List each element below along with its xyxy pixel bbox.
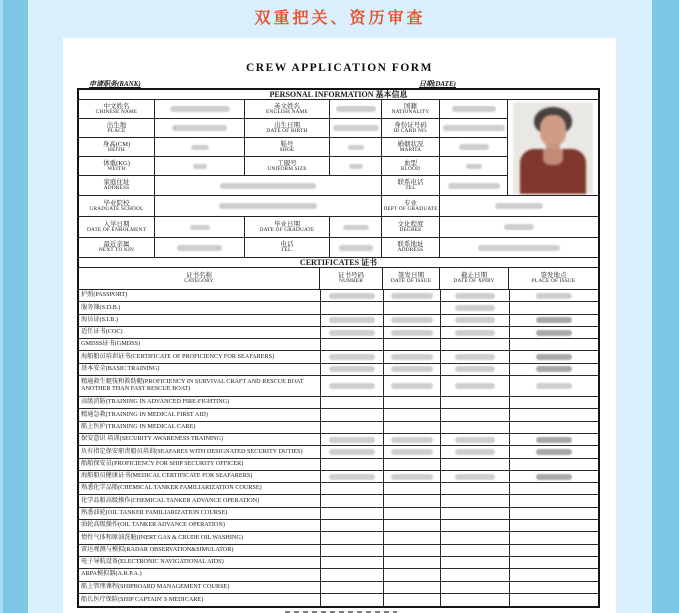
certificate-place-cell [509, 409, 598, 420]
tel-label: 联系电话 TEL [382, 176, 440, 196]
date-field-label: 日期(DATE) [419, 80, 456, 88]
form-title: CREW APPLICATION FORM [246, 62, 433, 74]
certificate-issue-date-cell [383, 409, 440, 420]
certificate-row [79, 483, 598, 495]
redacted-value [536, 437, 572, 443]
redacted-value [329, 449, 375, 455]
certificate-expiry-date-cell [440, 397, 509, 408]
applicant-photo-cell [508, 100, 598, 196]
certificate-row [79, 327, 598, 339]
certificate-place-cell [509, 302, 598, 313]
redacted-value [536, 354, 572, 360]
column-place-of-issue: 签发地点 PLACE OF ISSUE [531, 272, 576, 285]
redacted-value [455, 383, 495, 389]
blood-value [440, 157, 508, 176]
column-category: 证书名称 CATEGORY [79, 268, 320, 289]
redacted-value [329, 474, 375, 480]
certificate-expiry-date-cell [440, 376, 509, 396]
next-of-kin-label: 最近亲属 NEXT TO KIN [79, 238, 155, 258]
certificate-expiry-date-cell [440, 422, 509, 433]
certificate-name: GMDSS证书(GMDSS) [81, 340, 141, 348]
certificate-expiry-date-cell [440, 364, 509, 375]
certificate-place-cell [509, 364, 598, 375]
graduate-date-label: 毕业日期 DATE OF GRADUATE [245, 217, 330, 238]
personal-info-section [79, 90, 598, 258]
id-card-label: 身份证号码 ID CARD NO. [382, 119, 440, 138]
certificate-issue-date-cell [383, 351, 440, 362]
redacted-value [391, 437, 433, 443]
graduate-school-value [155, 196, 382, 217]
certificate-name: 护照(PASSPORT) [81, 291, 128, 299]
dept-value [440, 196, 598, 217]
certificate-place-cell [509, 508, 598, 519]
certificate-row [79, 422, 598, 434]
certificate-expiry-date-cell [440, 495, 509, 506]
kin-tel-value [330, 238, 382, 258]
certificate-number-cell [320, 351, 383, 362]
birth-place-value [155, 119, 245, 138]
certificate-name: 服务簿(S.D.B.) [81, 303, 121, 311]
certificate-expiry-date-cell [440, 459, 509, 470]
redacted-value [329, 383, 375, 389]
certificate-row [79, 582, 598, 594]
certificate-expiry-date-cell [440, 446, 509, 457]
uniform-value [330, 157, 382, 176]
certificates-header: CERTIFICATES 证书 [79, 258, 598, 268]
marital-value [440, 138, 508, 157]
certificate-name: 电子导航设备(ELECTRONIC NAVIGATIONAL AIDS) [81, 558, 224, 566]
certificate-place-cell [509, 290, 598, 301]
certificate-number-cell [320, 327, 383, 338]
contact-address-label: 联系地址 ADDRESS [382, 238, 440, 258]
certificate-row [79, 545, 598, 557]
shoe-value [330, 138, 382, 157]
certificate-expiry-date-cell [440, 545, 509, 556]
certificate-expiry-date-cell [440, 315, 509, 326]
certificate-place-cell [509, 446, 598, 457]
certificate-issue-date-cell [383, 364, 440, 375]
certificate-issue-date-cell [383, 302, 440, 313]
certificate-name: 船上医护(TRAINING IN MEDICAL CARE) [81, 422, 196, 430]
certificate-issue-date-cell [383, 582, 440, 593]
certificate-place-cell [509, 582, 598, 593]
certificate-row [79, 364, 598, 376]
redacted-value [391, 474, 433, 480]
certificate-issue-date-cell [383, 594, 440, 606]
certificate-issue-date-cell [383, 545, 440, 556]
redacted-value [391, 317, 433, 323]
redacted-value [448, 183, 500, 189]
column-number: 证书号码 NUMBER [320, 268, 383, 289]
redacted-value [391, 293, 433, 299]
home-address-value [155, 176, 382, 196]
redacted-value [459, 144, 489, 150]
birth-place-label: 出生地 PLACE [79, 119, 155, 138]
certificate-place-cell [509, 422, 598, 433]
certificate-issue-date-cell [383, 495, 440, 506]
certificate-expiry-date-cell [440, 569, 509, 580]
redacted-value [536, 317, 572, 323]
redacted-value [478, 245, 560, 251]
certificate-issue-date-cell [383, 422, 440, 433]
certificate-row [79, 315, 598, 327]
certificate-expiry-date-cell [440, 508, 509, 519]
certificate-number-cell [320, 557, 383, 568]
birth-date-label: 出生日期 DATE OF BIRTH [245, 119, 330, 138]
contact-address-value [440, 238, 598, 258]
left-border-stripe [0, 0, 28, 613]
certificate-place-cell [509, 569, 598, 580]
certificate-number-cell [320, 397, 383, 408]
enrolment-date-label: 入学日期 DATE OF ENROLMENT [79, 217, 155, 238]
certificate-row [79, 446, 598, 458]
next-of-kin-value [155, 238, 245, 258]
personal-info-header: PERSONAL INFORMATION 基本信息 [79, 90, 598, 100]
redacted-value [536, 474, 572, 480]
certificate-place-cell [509, 459, 598, 470]
certificate-number-cell [320, 459, 383, 470]
redacted-value [329, 366, 375, 372]
chinese-name-label: 中文姓名 CHINESE NAME [79, 100, 155, 119]
certificate-place-cell [509, 327, 598, 338]
redacted-value [190, 225, 210, 230]
redacted-value [443, 125, 505, 131]
certificate-expiry-date-cell [440, 327, 509, 338]
redacted-value [329, 437, 375, 443]
certificate-name: 熟悉化学品船(CHEMICAL TANKER FAMILIARIZATION COURSE) [81, 484, 262, 492]
certificate-place-cell [509, 397, 598, 408]
redacted-value [177, 245, 222, 251]
redacted-value [455, 305, 495, 311]
certificate-issue-date-cell [383, 471, 440, 482]
page-title: 双重把关、资历审查 [254, 10, 426, 27]
certificate-row [79, 495, 598, 507]
height-label: 身高(CM) HEITH [79, 138, 155, 157]
certificate-expiry-date-cell [440, 434, 509, 445]
certificate-row [79, 434, 598, 446]
redacted-value [536, 449, 572, 455]
certificate-name: 油轮高级操作(OIL TANKER ADVANCE OPERATION) [81, 521, 225, 529]
redacted-value [349, 164, 363, 169]
enrolment-date-value [155, 217, 245, 238]
tel-value [440, 176, 508, 196]
certificate-row [79, 351, 598, 363]
redacted-value [466, 164, 482, 169]
certificate-number-cell [320, 302, 383, 313]
certificate-row [79, 459, 598, 471]
weight-value [155, 157, 245, 176]
weight-label: 体重(KG) WEITH [79, 157, 155, 176]
kin-tel-label: 电话 TEL. [245, 238, 330, 258]
chinese-name-value [155, 100, 245, 119]
certificate-rows [79, 290, 598, 606]
redacted-value [343, 225, 369, 230]
redacted-value [504, 224, 534, 230]
redacted-value [391, 330, 433, 336]
certificate-expiry-date-cell [440, 483, 509, 494]
certificate-name: 化学品船高级操作(CHEMICAL TANKER ADVANCE OPERATION) [81, 496, 260, 504]
certificate-place-cell [509, 532, 598, 543]
applicant-photo [513, 102, 593, 194]
certificate-expiry-date-cell [440, 339, 509, 350]
certificate-expiry-date-cell [440, 409, 509, 420]
certificate-place-cell [509, 351, 598, 362]
certificate-issue-date-cell [383, 290, 440, 301]
certificate-issue-date-cell [383, 339, 440, 350]
redacted-value [333, 125, 379, 131]
certificate-expiry-date-cell [440, 582, 509, 593]
photo-face [540, 115, 566, 146]
certificate-expiry-date-cell [440, 557, 509, 568]
certificate-number-cell [320, 520, 383, 531]
certificate-number-cell [320, 434, 383, 445]
certificate-expiry-date-cell [440, 302, 509, 313]
english-name-value [330, 100, 382, 119]
redacted-value [329, 293, 375, 299]
redacted-value [536, 366, 572, 372]
redacted-value [391, 354, 433, 360]
redacted-value [219, 203, 317, 209]
redacted-value [455, 366, 495, 372]
redacted-value [536, 293, 572, 299]
certificate-row [79, 508, 598, 520]
column-date-of-expiry: 截止日期 DATE OF XPIRY [440, 268, 509, 289]
height-value [155, 138, 245, 157]
uniform-label: 工服号 UNIFORM SIZE [245, 157, 330, 176]
certificate-name: 船舶保安员(PROFICIENCY FOR SHIP SECURITY OFFICER) [81, 459, 244, 467]
redacted-value [455, 330, 495, 336]
blood-label: 血型 BLOOD [382, 157, 440, 176]
home-address-label: 家庭住址 ADDRESS [79, 176, 155, 196]
certificate-number-cell [320, 594, 383, 606]
application-form-table [77, 88, 600, 608]
rank-field-label: 申请职务(RANK) [89, 80, 141, 88]
certificate-name: 海船船员健康证书(MEDICAL CERTIFICATE FOR SEAFARERS) [81, 472, 253, 480]
redacted-value [193, 164, 207, 169]
certificate-row [79, 290, 598, 302]
certificate-name: 海员证(S.I.B.) [81, 315, 118, 323]
certificate-name: 雷达观测与模拟(RADAR OBSERVATION&SIMULATOR) [81, 545, 234, 553]
redacted-value [455, 293, 495, 299]
certificate-expiry-date-cell [440, 532, 509, 543]
certificate-issue-date-cell [383, 483, 440, 494]
redacted-value [455, 317, 495, 323]
marital-label: 婚姻状况 MARITA [382, 138, 440, 157]
redacted-value [329, 317, 375, 323]
redacted-value [452, 106, 496, 112]
certificate-place-cell [509, 520, 598, 531]
certificate-issue-date-cell [383, 397, 440, 408]
certificate-place-cell [509, 471, 598, 482]
certificate-row [79, 532, 598, 544]
certificate-place-cell [509, 594, 598, 606]
certificate-place-cell [509, 495, 598, 506]
certificate-number-cell [320, 315, 383, 326]
certificate-place-cell [509, 315, 598, 326]
nationality-value [440, 100, 508, 119]
certificate-name: 高级消防(TRAINING IN ADVANCED FIRE-FIGHTING) [81, 398, 230, 406]
certificate-place-cell [509, 339, 598, 350]
redacted-value [536, 383, 572, 389]
redacted-value [455, 474, 495, 480]
redacted-value [191, 145, 209, 150]
photo-collar [543, 149, 563, 165]
certificate-place-cell [509, 376, 598, 396]
certificate-name: 精通急救(TRAINING IN MEDICAL FIRST AID) [81, 410, 208, 418]
redacted-value [170, 106, 230, 112]
certificate-number-cell [320, 364, 383, 375]
certificate-row [79, 471, 598, 483]
certificate-expiry-date-cell [440, 594, 509, 606]
redacted-value [455, 354, 495, 360]
certificate-issue-date-cell [383, 376, 440, 396]
redacted-value [391, 366, 433, 372]
certificate-row [79, 569, 598, 581]
redacted-value [348, 145, 364, 150]
certificate-name: ARPA模拟器(A.R.P.A.) [81, 570, 142, 578]
degree-label: 文化程度 DEGREE [382, 217, 440, 238]
certificate-number-cell [320, 422, 383, 433]
certificate-row [79, 397, 598, 409]
id-card-value [440, 119, 508, 138]
certificate-expiry-date-cell [440, 520, 509, 531]
redacted-value [336, 106, 376, 112]
certificate-name: 负有指定保安职责船员培训(SEAFARES WITH DESIGNATED SECURITY DUTIES) [81, 447, 303, 455]
redacted-value [495, 203, 543, 209]
graduate-date-value [330, 217, 382, 238]
certificate-issue-date-cell [383, 508, 440, 519]
certificate-place-cell [509, 434, 598, 445]
certificate-issue-date-cell [383, 446, 440, 457]
redacted-value [172, 125, 227, 131]
redacted-value [391, 449, 433, 455]
certificate-number-cell [320, 409, 383, 420]
certificate-name: 精通救生艇筏和救助艇(PROFICIENCY IN SURVIVAL CRAFT AND RESCUE BOAT ANOTHER THAN FAST RESCUE BOAT) [81, 378, 304, 393]
dept-label: 专业 DEPT OF GRADUATE [382, 196, 440, 217]
certificate-issue-date-cell [383, 569, 440, 580]
document-page [63, 38, 616, 613]
birth-date-value [330, 119, 382, 138]
certificate-number-cell [320, 376, 383, 396]
certificate-issue-date-cell [383, 520, 440, 531]
nationality-label: 国籍 NATIONALITY [382, 100, 440, 119]
certificate-number-cell [320, 471, 383, 482]
certificate-number-cell [320, 582, 383, 593]
certificate-name: 熟悉油轮(OIL TANKER FAMILIARIZATION COURSE) [81, 508, 228, 516]
redacted-value [455, 437, 495, 443]
certificate-row [79, 302, 598, 314]
certificate-number-cell [320, 339, 383, 350]
certificate-issue-date-cell [383, 315, 440, 326]
redacted-value [329, 330, 375, 336]
right-border-stripe [652, 0, 679, 613]
certificate-number-cell [320, 446, 383, 457]
redacted-value [339, 245, 373, 251]
certificate-number-cell [320, 508, 383, 519]
certificate-issue-date-cell [383, 327, 440, 338]
certificate-name: 船长医疗保险(SHIP CAPTAIN' S MEDICARE) [81, 595, 204, 603]
certificate-name: 基本安全(BASIC TRAINING) [81, 365, 160, 373]
certificate-row [79, 594, 598, 606]
column-date-of-issue: 签发日期 DATE OF ISSUE [383, 268, 440, 289]
certificate-issue-date-cell [383, 434, 440, 445]
certificate-row [79, 520, 598, 532]
certificate-number-cell [320, 483, 383, 494]
degree-value [440, 217, 598, 238]
certificate-expiry-date-cell [440, 290, 509, 301]
certificate-place-cell [509, 483, 598, 494]
certificate-number-cell [320, 495, 383, 506]
certificate-name: 海船船员培训证书(CERTIFICATE OF PROFICIENCY FOR SEAFARERS) [81, 352, 275, 360]
english-name-label: 英文姓名 ENGLISH NAME [245, 100, 330, 119]
redacted-value [329, 354, 375, 360]
certificate-place-cell [509, 545, 598, 556]
certificate-expiry-date-cell [440, 471, 509, 482]
certificate-place-cell [509, 557, 598, 568]
certificate-name: 惰性气体和原油洗舱(INERT GAS & CRUDE OIL WASHING) [81, 533, 243, 541]
certificate-number-cell [320, 532, 383, 543]
certificate-number-cell [320, 290, 383, 301]
certificate-issue-date-cell [383, 459, 440, 470]
certificate-issue-date-cell [383, 532, 440, 543]
certificate-name: 适任证书(COC) [81, 328, 123, 336]
certificate-name: 保安意识 培训(SECURITY AWARENESS TRAINING) [81, 435, 223, 443]
graduate-school-label: 毕业院校 GRADUATE SCHOOL [79, 196, 155, 217]
certificate-issue-date-cell [383, 557, 440, 568]
redacted-value [220, 183, 316, 189]
redacted-value [391, 383, 433, 389]
certificate-number-cell [320, 569, 383, 580]
certificates-column-header [79, 268, 598, 290]
certificate-expiry-date-cell [440, 351, 509, 362]
certificate-row [79, 339, 598, 351]
certificate-number-cell [320, 545, 383, 556]
certificate-row [79, 409, 598, 421]
redacted-value [455, 449, 495, 455]
certificate-row [79, 376, 598, 397]
redacted-value [536, 330, 572, 336]
certificate-name: 船上管理课程(SHIPBOARD MANAGEMENT COURSE) [81, 582, 230, 590]
shoe-label: 鞋号 SHOE [245, 138, 330, 157]
certificate-row [79, 557, 598, 569]
